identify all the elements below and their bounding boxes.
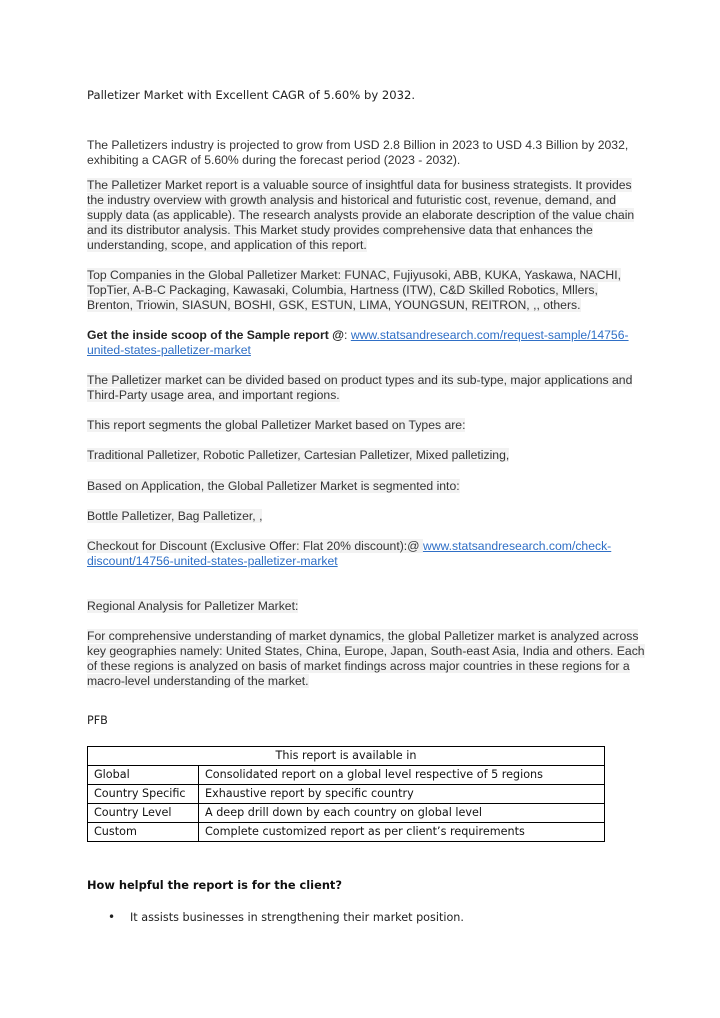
list-item — [108, 910, 464, 924]
table-cell-desc: Consolidated report on a global level respective of 5 regions — [199, 766, 605, 785]
regional-text: For comprehensive understanding of market dynamics, the global Palletizer market is analyzed across key geographies namely: United States, China, Europe, Japan, South-east Asia, India and others. Each of these regions is analyzed on basis of market findings across major countries in these regions for a macro-level understanding of the market. — [87, 629, 645, 688]
sample-label: Get the inside scoop of the Sample report @ — [87, 328, 345, 342]
regional-title-paragraph — [87, 599, 647, 614]
top-companies-text: Top Companies in the Global Palletizer Market: FUNAC, Fujiyusoki, ABB, KUKA, Yaskawa, NACHI, TopTier, A-B-C Packaging, Kawasaki, Columbia, Hartness (ITW), C&D Skilled Robotics, Mllers, Brenton, Triowin, SIASUN, BOSHI, GSK, ESTUN, LIMA, YOUNGSUN, REITRON, ,, others. — [87, 268, 621, 312]
application-intro-text: Based on Application, the Global Palletizer Market is segmented into: — [87, 479, 460, 493]
table-cell-desc: A deep drill down by each country on global level — [199, 804, 605, 823]
pfb-label: PFB — [87, 714, 108, 727]
bullet-text: It assists businesses in strengthening their market position. — [130, 910, 464, 924]
applications-text: Bottle Palletizer, Bag Palletizer, , — [87, 509, 263, 523]
table-cell-name: Global — [88, 766, 199, 785]
types-text: Traditional Palletizer, Robotic Palletizer, Cartesian Palletizer, Mixed palletizing, — [87, 448, 510, 462]
sample-paragraph — [87, 328, 647, 358]
divided-text: The Palletizer market can be divided based on product types and its sub-type, major applications and Third-Party usage area, and important regions. — [87, 373, 633, 402]
overview-paragraph — [87, 178, 647, 253]
types-paragraph — [87, 448, 647, 463]
application-intro-paragraph — [87, 479, 647, 494]
divided-paragraph — [87, 373, 647, 403]
bullet-icon: • — [108, 910, 116, 924]
discount-label: Checkout for Discount (Exclusive Offer: Flat 20% discount):@ — [87, 539, 423, 553]
types-intro-text: This report segments the global Palletizer Market based on Types are: — [87, 418, 466, 432]
table-cell-name: Country Level — [88, 804, 199, 823]
table-header-row — [88, 747, 605, 766]
table-row — [88, 785, 605, 804]
regional-paragraph — [87, 629, 647, 689]
intro-text: The Palletizers industry is projected to grow from USD 2.8 Billion in 2023 to USD 4.3 Billion by 2032, exhibiting a CAGR of 5.60% during the forecast period (2023 - 2032). — [87, 138, 629, 167]
overview-text: The Palletizer Market report is a valuable source of insightful data for business strategists. It provides the industry overview with growth analysis and historical and futuristic cost, revenue, demand, and supply data (as applicable). The research analysts provide an elaborate description of the value chain and its distributor analysis. This Market study provides comprehensive data that enhances the understanding, scope, and application of this report. — [87, 178, 635, 252]
table-row — [88, 804, 605, 823]
table-cell-name: Country Specific — [88, 785, 199, 804]
types-intro-paragraph — [87, 418, 647, 433]
table-cell-desc: Complete customized report as per client’s requirements — [199, 823, 605, 842]
applications-paragraph — [87, 509, 647, 524]
intro-paragraph — [87, 138, 647, 168]
availability-table — [87, 746, 605, 842]
table-header: This report is available in — [88, 747, 605, 766]
top-companies-paragraph — [87, 268, 647, 313]
regional-title: Regional Analysis for Palletizer Market: — [87, 599, 299, 613]
table-cell-name: Custom — [88, 823, 199, 842]
table-row — [88, 766, 605, 785]
sample-separator: : — [344, 328, 351, 342]
discount-paragraph — [87, 539, 647, 569]
helpful-heading: How helpful the report is for the client? — [87, 878, 342, 892]
sample-request-link[interactable]: www.statsandresearch.com/request-sample/14756-united-states-palletizer-market — [87, 328, 629, 357]
table-cell-desc: Exhaustive report by specific country — [199, 785, 605, 804]
discount-link[interactable]: www.statsandresearch.com/check-discount/14756-united-states-palletizer-market — [87, 539, 612, 568]
table-row — [88, 823, 605, 842]
document-title: Palletizer Market with Excellent CAGR of 5.60% by 2032. — [87, 88, 416, 102]
